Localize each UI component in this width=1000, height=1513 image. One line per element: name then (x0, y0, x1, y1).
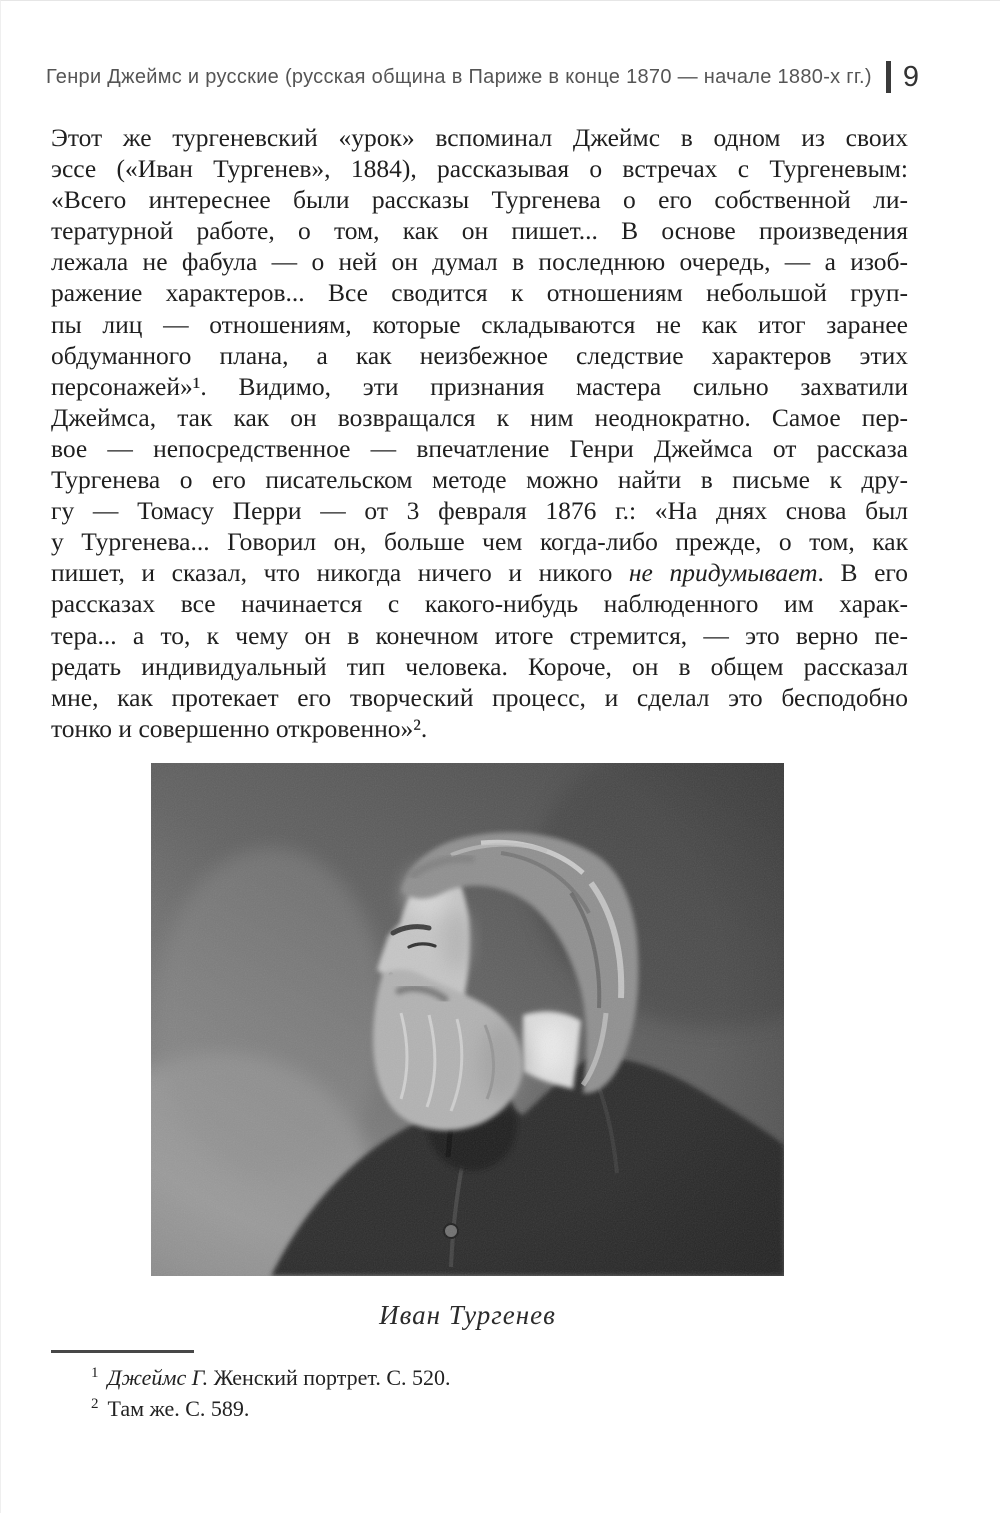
turgenev-portrait-photo (151, 763, 784, 1276)
text-segment: тера... а то, к чему он в конечном итоге стремится, — это верно пе- (51, 620, 908, 650)
footnote-separator (51, 1350, 194, 1353)
footnote-marker: 2 (91, 1395, 99, 1412)
paragraph-line (51, 246, 908, 277)
text-segment: пишет, и сказал, что никогда ничего и никого (51, 558, 629, 588)
paragraph-line (51, 122, 908, 153)
paragraph-line (51, 682, 908, 713)
paragraph-line (51, 184, 908, 215)
text-segment: Женский портрет. С. 520. (208, 1365, 451, 1390)
paragraph-line (51, 402, 908, 433)
paragraph-line (51, 277, 908, 308)
text-segment: Джеймса, так как он возвращался к ним неоднократно. Самое пер- (51, 402, 908, 432)
paragraph-line (51, 153, 908, 184)
italic-text: не придумывает (628, 558, 818, 588)
paragraph-line (51, 340, 908, 371)
text-segment: . В его (817, 558, 908, 588)
page-number: 9 (902, 60, 920, 93)
text-segment: Тургенева о его писательском методе можно найти в письме к дру- (51, 465, 908, 495)
text-segment: Там же. С. 589. (107, 1396, 250, 1421)
text-segment: эссе («Иван Тургенев», 1884), рассказывая о встречах с Тургеневым: (51, 154, 908, 184)
running-header-title: Генри Джеймс и русские (русская община в Париже в конце 1870 — начале 1880-х гг.) (46, 65, 872, 88)
text-segment: пы лиц — отношениям, которые складываются не как итог заранее (51, 309, 908, 339)
photo-grain (151, 763, 784, 1276)
text-segment: мне, как протекает его творческий процесс, и сделал это бесподобно (51, 682, 908, 712)
text-segment: обдуманного плана, а как неизбежное следствие характеров этих (51, 340, 908, 370)
text-segment: «Всего интереснее были рассказы Тургенева о его собственной ли- (51, 185, 908, 215)
portrait-figure (151, 763, 784, 1331)
italic-text: Джеймс Г. (107, 1365, 209, 1390)
text-segment: редать индивидуальный тип человека. Короче, он в общем рассказал (51, 651, 908, 681)
paragraph-line (51, 651, 908, 682)
paragraph (51, 122, 908, 744)
portrait-caption: Иван Тургенев (379, 1300, 556, 1330)
footnote-marker: 1 (91, 1364, 99, 1381)
header-divider (886, 61, 891, 93)
footnote (51, 1393, 908, 1424)
text-segment: гу — Томасу Перри — от 3 февраля 1876 г.: «На днях снова был (51, 496, 908, 526)
footnote (51, 1362, 908, 1393)
paragraph-line (51, 588, 908, 619)
paragraph-line (51, 495, 908, 526)
paragraph-line (51, 620, 908, 651)
text-segment: тонко и совершенно откровенно»². (51, 713, 428, 743)
paragraph-line (51, 371, 908, 402)
paragraph-line (51, 713, 908, 744)
paragraph-line (51, 526, 908, 557)
paragraph-line (51, 215, 908, 246)
text-segment: у Тургенева... Говорил он, больше чем когда-либо прежде, о том, как (51, 527, 908, 557)
footnote-list (51, 1362, 908, 1424)
paragraph-line (51, 464, 908, 495)
running-header (46, 61, 961, 93)
paragraph-line (51, 433, 908, 464)
footnotes (51, 1350, 908, 1424)
paragraph-line (51, 309, 908, 340)
text-segment: лежала не фабула — о ней он думал в последнюю очередь, — а изоб- (51, 247, 908, 277)
text-segment: рассказах все начинается с какого-нибудь наблюденного им харак- (51, 589, 908, 619)
text-segment: Этот же тургеневский «урок» вспоминал Джеймс в одном из своих (51, 123, 908, 152)
text-segment: вое — непосредственное — впечатление Генри Джеймса от рассказа (51, 433, 908, 463)
text-segment: ражение характеров... Все сводится к отношениям небольшой груп- (51, 278, 908, 308)
text-segment: персонажей»¹. Видимо, эти признания мастера сильно захватили (51, 371, 908, 401)
paragraph-line (51, 557, 908, 588)
text-segment: тературной работе, о том, как он пишет... В основе произведения (51, 216, 908, 246)
